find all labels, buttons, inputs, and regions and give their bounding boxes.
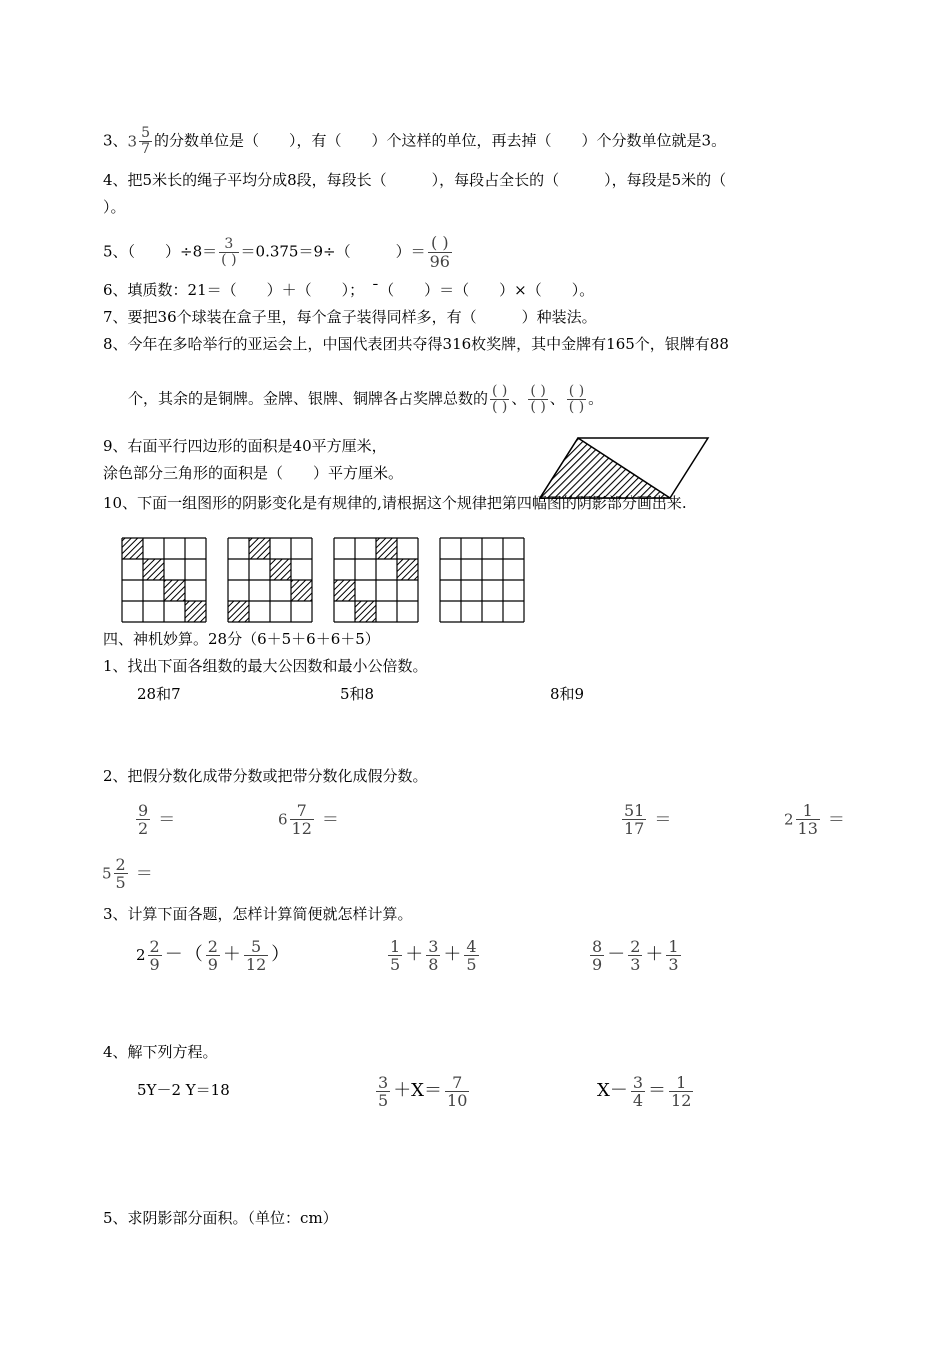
grid-1 xyxy=(122,538,206,622)
shaded-cell xyxy=(397,559,418,580)
question-9-line1: 9、右面平行四边形的面积是40平方厘米， xyxy=(103,437,387,455)
shaded-cell xyxy=(185,601,206,622)
sub-4-title: 4、解下列方程。 xyxy=(103,1043,218,1061)
calc-2: $\frac{1}{5}$ ＋ $\frac{3}{8}$ ＋ $\frac{4}{5}$ xyxy=(390,936,477,974)
equation-3: X－ $\frac{3}{4}$ ＝ $\frac{1}{12}$ xyxy=(597,1072,692,1110)
shaded-cell xyxy=(291,580,312,601)
convert-3: $\frac{51}{17}$ ＝ xyxy=(624,801,672,838)
sub-2-title: 2、把假分数化成带分数或把带分数化成假分数。 xyxy=(103,767,428,785)
equation-2: $\frac{3}{5}$ ＋X＝ $\frac{7}{10}$ xyxy=(378,1072,468,1110)
convert-5: 5 $\frac{2}{5}$ ＝ xyxy=(102,855,153,892)
fraction: $\frac{5}{7}$ xyxy=(141,125,151,157)
shaded-cell xyxy=(270,559,291,580)
shaded-cell xyxy=(334,580,355,601)
shaded-cell xyxy=(355,601,376,622)
fraction-blank: $\frac{( )}{( )}$ xyxy=(530,383,546,415)
question-10: 10、下面一组图形的阴影变化是有规律的,请根据这个规律把第四幅图的阴影部分画出来. xyxy=(103,494,687,512)
question-9-line2: 涂色部分三角形的面积是（ ）平方厘米。 xyxy=(103,464,404,482)
question-4-line1: 4、把5米长的绳子平均分成8段，每段长（ ），每段占全长的（ ），每段是5米的（ xyxy=(103,171,727,189)
shaded-cell xyxy=(376,538,397,559)
sub-3-title: 3、计算下面各题，怎样计算简便就怎样计算。 xyxy=(103,905,413,923)
sub-5-title: 5、求阴影部分面积。（单位：cm） xyxy=(103,1209,338,1227)
pair-a: 28和7 xyxy=(137,685,181,703)
shaded-cell xyxy=(249,538,270,559)
parallelogram-figure xyxy=(538,436,710,500)
fraction: $\frac{( )}{96}$ xyxy=(429,233,450,271)
question-7: 7、要把36个球装在盒子里，每个盒子装得同样多，有（ ）种装法。 xyxy=(103,308,597,326)
sub-1-title: 1、找出下面各组数的最大公因数和最小公倍数。 xyxy=(103,657,428,675)
fraction-blank: $\frac{( )}{( )}$ xyxy=(568,383,585,415)
equation-1: 5Y－2 Y＝18 xyxy=(137,1081,230,1099)
grid-2 xyxy=(228,538,312,622)
shaded-cell xyxy=(122,538,143,559)
convert-2: 6 $\frac{7}{12}$ ＝ xyxy=(278,801,339,838)
convert-4: 2 $\frac{1}{13}$ ＝ xyxy=(784,801,845,838)
calc-1: 2 $\frac{2}{9}$ － （ $\frac{2}{9}$ ＋ $\frac{5}{12}$ ） xyxy=(136,936,290,974)
section-4-title: 四、神机妙算。28分（6＋5＋6＋6＋5） xyxy=(103,630,380,648)
shaded-cell xyxy=(164,580,185,601)
convert-1: $\frac{9}{2}$ ＝ xyxy=(138,801,176,838)
question-8-line2: 个，其余的是铜牌。金牌、银牌、铜牌各占奖牌总数的 $\frac{( )}{( )}$ 、 $\frac{( )}{( )}$ 、 $\frac{( )}{( )}$ 。 xyxy=(128,383,604,415)
question-6: 6、填质数：21＝（ ）＋（ ）； ˉ（ ）＝（ ）×（ ）。 xyxy=(103,281,595,299)
question-5: 5、（ ）÷8＝ $\frac{3}{( )}$ ＝0.375＝9÷（ ）＝ $\frac{( )}{96}$ xyxy=(103,233,450,271)
fraction: $\frac{3}{( )}$ xyxy=(221,236,237,268)
pair-b: 5和8 xyxy=(340,685,375,703)
pair-c: 8和9 xyxy=(550,685,585,703)
question-8-line1: 8、今年在多哈举行的亚运会上，中国代表团共夺得316枚奖牌，其中金牌有165个，银牌有88 xyxy=(103,335,729,353)
calc-3: $\frac{8}{9}$ － $\frac{2}{3}$ ＋ $\frac{1}{3}$ xyxy=(592,936,679,974)
question-4-line2: ）。 xyxy=(103,198,126,216)
grid-4 xyxy=(440,538,524,622)
shaded-cell xyxy=(228,601,249,622)
question-3: 3、3 $\frac{5}{7}$ 的分数单位是（ ），有（ ）个这样的单位，再去掉（ ）个分数单位就是3。 xyxy=(103,125,727,157)
shaded-cell xyxy=(143,559,164,580)
grid-3 xyxy=(334,538,418,622)
pattern-grids xyxy=(120,536,530,626)
fraction-blank: $\frac{( )}{( )}$ xyxy=(492,383,508,415)
shaded-triangle xyxy=(540,438,670,498)
